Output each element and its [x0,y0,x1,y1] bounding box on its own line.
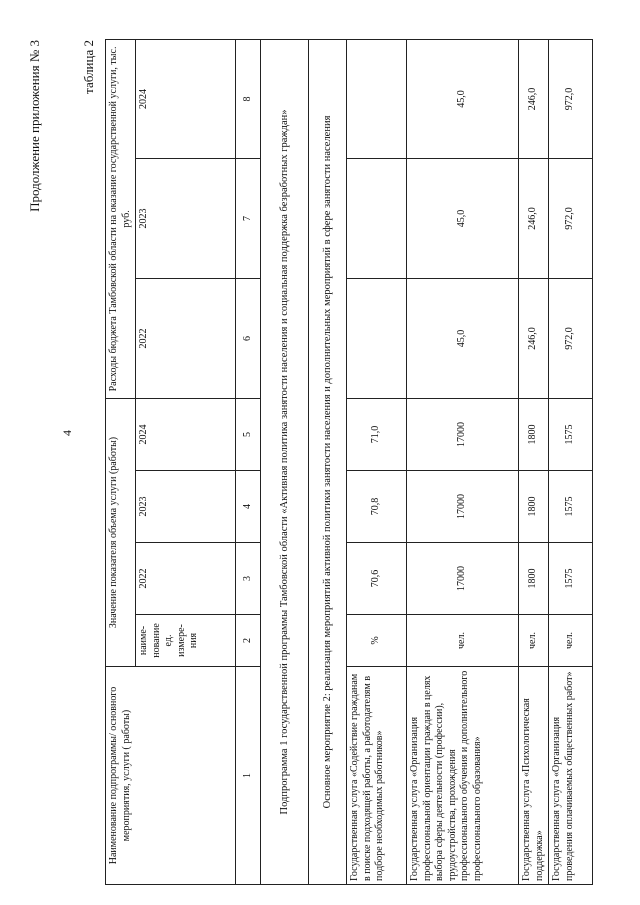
volume-2023-cell: 70,8 [347,471,407,543]
volume-2023-cell: 17000 [407,471,519,543]
budget-group-header: Расходы бюджета Тамбовской области на оказание государственной услуги, тыс. руб. [106,39,136,398]
budget-2022-cell [347,278,407,398]
table-row [549,39,593,884]
unit-cell: чел. [407,615,519,667]
budget-2023-cell: 45,0 [407,158,519,278]
volume-2023-cell: 1800 [519,471,549,543]
volume-year-2022: 2022 [136,543,236,615]
col-number: 3 [236,543,261,615]
col-number: 2 [236,615,261,667]
main-event-row [309,39,347,884]
table-label: таблица 2 [81,40,96,94]
table-row [407,39,519,884]
volume-year-2023: 2023 [136,471,236,543]
volume-2023-cell: 1575 [549,471,593,543]
continuation-note: Продолжение приложения № 3 [27,40,42,212]
budget-2022-cell: 972,0 [549,278,593,398]
service-name: Государственная услуга «Психологическая поддержка» [519,667,549,885]
service-name: Государственная услуга «Организация проведения оплачиваемых общественных работ» [549,667,593,885]
budget-year-2023: 2023 [136,158,236,278]
volume-2024-cell: 1575 [549,398,593,470]
budget-2024-cell: 972,0 [549,39,593,158]
header-row-1 [106,39,136,884]
budget-year-2022: 2022 [136,278,236,398]
volume-2022-cell: 17000 [407,543,519,615]
budget-2024-cell: 45,0 [407,39,519,158]
volume-2022-cell: 1575 [549,543,593,615]
budget-2022-cell: 45,0 [407,278,519,398]
col-number: 8 [236,39,261,158]
volume-2022-cell: 1800 [519,543,549,615]
main-event-title: Основное мероприятие 2: реализация мероприятий активной политики занятости населения и дополнительных мероприятий в сфере занятости населения [309,39,347,884]
services-table [105,39,593,885]
col-number: 1 [236,667,261,885]
subprogram-row [261,39,309,884]
service-name: Государственная услуга «Содействие гражданам в поиске подходящей работы, а работодателям в подборе необходимых работников» [347,667,407,885]
unit-cell: чел. [549,615,593,667]
table-row [347,39,407,884]
volume-group-header: Значение показателя объема услуги (работы) [106,398,136,666]
col-number: 6 [236,278,261,398]
volume-2024-cell: 17000 [407,398,519,470]
unit-cell: чел. [519,615,549,667]
column-numbers-row [236,39,261,884]
budget-year-2024: 2024 [136,39,236,158]
volume-year-2024: 2024 [136,398,236,470]
budget-2022-cell: 246,0 [519,278,549,398]
col-number: 5 [236,398,261,470]
rotated-page [27,40,640,885]
service-name: Государственная услуга «Организация профессиональной ориентации граждан в целях выбора сферы деятельности (профессии), трудоустройства, прохождения профессионального обучения и дополнительного профессионального образования» [407,667,519,885]
subprogram-title: Подпрограмма 1 государственной программы Тамбовской области «Активная политика занятости населения и социальная поддержка безработных граждан» [261,39,309,884]
volume-2022-cell: 70,6 [347,543,407,615]
volume-2024-cell: 1800 [519,398,549,470]
budget-2023-cell: 972,0 [549,158,593,278]
budget-2023-cell: 246,0 [519,158,549,278]
unit-column-header: наиме- нование ед. измере- ния [136,615,236,667]
unit-cell: % [347,615,407,667]
volume-2024-cell: 71,0 [347,398,407,470]
table-row [519,39,549,884]
page-number: 4 [60,430,74,436]
col-number: 7 [236,158,261,278]
budget-2024-cell [347,39,407,158]
name-column-header: Наименование подпрограммы/ основного мероприятия, услуги ( работы) [106,667,236,885]
budget-2024-cell: 246,0 [519,39,549,158]
col-number: 4 [236,471,261,543]
budget-2023-cell [347,158,407,278]
